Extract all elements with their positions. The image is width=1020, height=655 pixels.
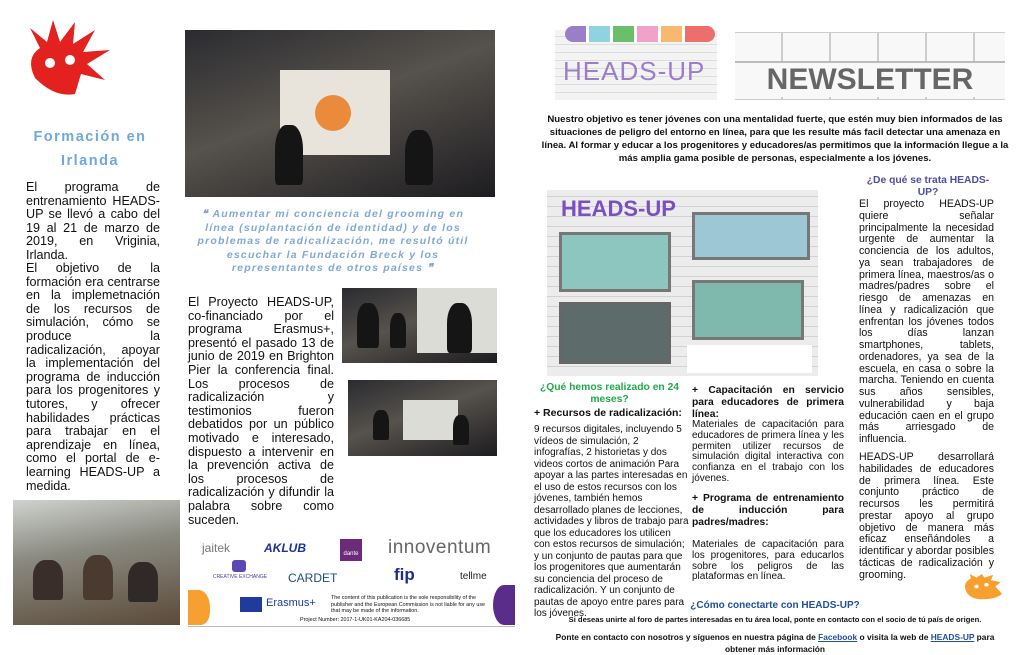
contact-heading: ¿Cómo conectarte con HEADS-UP? bbox=[690, 600, 860, 611]
panel-photo bbox=[342, 288, 497, 363]
title-line: Irlanda bbox=[60, 153, 120, 169]
partner-logo: innoventum bbox=[388, 537, 492, 558]
heads-up-red-mascot-logo bbox=[15, 18, 115, 98]
partner-logo: dante bbox=[340, 539, 362, 561]
partner-logo: CREATIVE EXCHANGE bbox=[212, 574, 268, 580]
facebook-link[interactable]: Facebook bbox=[818, 632, 858, 642]
partner-logo: CARDET bbox=[288, 571, 338, 585]
contact-text: Ponte en contacto con nosotros y síguenos en nuestra página de bbox=[555, 632, 819, 642]
orange-mascot-icon bbox=[962, 574, 1002, 600]
quote-text: Aumentar mi conciencia del grooming en línea (suplantación de identidad) y de los problemas de radicalización, me resultó útil escuchar la Fundación Breck y los representantes de otros países bbox=[197, 208, 469, 274]
heads-up-wordmark: HEADS-UP bbox=[563, 56, 706, 86]
testimonial-quote bbox=[188, 208, 478, 276]
partner-logo: jaitek bbox=[202, 541, 231, 555]
item-body-radicalization-resources: 9 recursos digitales, incluyendo 5 vídeos de simulación, 2 infografías, 2 historietas y dos videos cortos de animación Para apoyar a las partes interesadas en el uso de estos recursos con los jóvenes, también hemos desarrollado planes de lecciones, actividades y libros de trabajo para que los educadores los utilicen con estos recursos de simulación; y un conjunto de pautas para que los progenitores que aumentarán su conciencia del proceso de radicalización. Y un conjunto de pautas de apoyo entre pares para los jóvenes. bbox=[534, 424, 689, 619]
creative-exchange-icon bbox=[232, 560, 246, 572]
contact-line-1: Si deseas unirte al foro de partes interesadas en tu área local, ponte en contacto con el socio de tú país de origen. bbox=[568, 615, 982, 624]
project-number: Project Number: 2017-1-UK01-KA204-036685 bbox=[300, 617, 411, 623]
training-paragraph-2: El objetivo de la formación era centrarse en la implemetnación de los recursos de simulación, cómo se produce la radicalización, apoyar la implementación del programa de inducción para los progenitores y tutores, y ofrecer habilidades prácticas para trabajar en el aprendizaje en línea, como el portal de e-learning HEADS-UP a medida. bbox=[26, 261, 160, 493]
partners-footer bbox=[188, 535, 515, 627]
item-body-educator-training: Materiales de capacitación para educadores de primera línea y les permiten utilizer recursos de simulación digital interactiva con confianza en el trabajo con los jóvenes. bbox=[692, 419, 844, 484]
partner-logo: fip bbox=[394, 565, 415, 584]
about-heading: ¿De qué se trata HEADS-UP? bbox=[866, 175, 990, 198]
orange-mascot-icon bbox=[188, 590, 210, 625]
comic-title: HEADS-UP bbox=[561, 196, 676, 221]
heads-up-logo bbox=[555, 30, 717, 100]
quote-close-icon: ❞ bbox=[427, 262, 435, 274]
partner-logo: tellme bbox=[460, 571, 487, 582]
newsletter-banner bbox=[735, 32, 1005, 100]
purple-mascot-icon bbox=[493, 585, 515, 625]
contact-text: o visita la web de bbox=[857, 632, 931, 642]
training-room-photo bbox=[13, 500, 180, 625]
item-title-parent-induction: + Programa de entrenamiento de inducción para padres/madres: bbox=[692, 493, 844, 528]
contact-line-2 bbox=[540, 631, 1010, 655]
comic-strip-image bbox=[547, 190, 818, 376]
intro-text: Nuestro objetivo es tener jóvenes con una mentalidad fuerte, que estén muy bien informados de las situaciones de peligro del entorno en línea, para que les resulte más facil detectar una amenaza en línea. Al formar y educar a los progenitores y educadores/as permitimos que la información llegue a la más amplia gama posible de personas, especialmente a los jóvenes. bbox=[541, 114, 1009, 164]
item-title-radicalization-resources: + Recursos de radicalización: bbox=[534, 407, 682, 419]
training-paragraph-1: El programa de entrenamiento HEADS-UP se llevó a cabo del 19 al 21 de marzo de 2019, en Vriginia, Irlanda. bbox=[26, 180, 160, 262]
item-title-educator-training: + Capacitación en servicio para educadores de primera línea: bbox=[692, 385, 844, 420]
title-line: Formación en bbox=[33, 129, 147, 145]
achievements-heading: ¿Qué hemos realizado en 24 meses? bbox=[539, 382, 680, 405]
eu-flag-icon bbox=[240, 597, 262, 612]
about-paragraph-2: HEADS-UP desarrollará habilidades de educadores de primera línea. Este conjunto práctico de recursos les permitirá prestar apoyo al grupo objetivo de manera más eficaz enseñándoles a identificar y abordar posibles tácticas de radicalización y grooming. bbox=[859, 451, 994, 581]
item-body-parent-induction: Materiales de capacitación para los progenitores, para educarlos sobre los peligros de las plataformas en línea. bbox=[692, 539, 844, 583]
section-title-formacion bbox=[20, 125, 160, 173]
quote-open-icon: ❝ bbox=[201, 208, 209, 220]
conference-paragraph: El Proyecto HEADS-UP, co-financiado por el programa Erasmus+, presentó el pasado 13 de junio de 2019 en Brighton Pier la conferencia final. Los procesos de radicalización y testimonios fueron debatidos por un público motivado e interesado, dispuesto a intervenir en la prevención activa de los procesos de radicalización y difundir la palabra sobre como suceden. bbox=[188, 295, 334, 527]
about-paragraph-1: El proyecto HEADS-UP quiere señalar principalmente la necesidad urgente de aumentar la conciencia de los adultos, ya sean trabajadores de primera línea, maestros/as o madres/padres sobre el riesgo de amenazas en línea y radicalización que enfrentan los jóvenes todos los días lanzan smartphones, tablets, ordenadores, ya sea de la escuela, en casa o sobre la marcha. Teniendo en cuenta sus años sensibles, vulnerabilidad y baja educación caen en el grupo más arriesgado de influencia. bbox=[859, 198, 994, 445]
heads-up-website-link[interactable]: HEADS-UP bbox=[930, 632, 975, 642]
disclaimer: The content of this publication is the sole responsibility of the publisher and the European Commission is not liable for any use that may be made of the information. bbox=[331, 595, 486, 614]
newsletter-title: NEWSLETTER bbox=[735, 61, 1005, 97]
erasmus-plus-logo: Erasmus+ bbox=[266, 597, 316, 609]
conference-photo-main bbox=[185, 30, 495, 197]
contact-text: para obtener más información bbox=[724, 632, 995, 654]
audience-photo bbox=[348, 380, 497, 456]
partner-logo: AKLUB bbox=[264, 541, 306, 555]
